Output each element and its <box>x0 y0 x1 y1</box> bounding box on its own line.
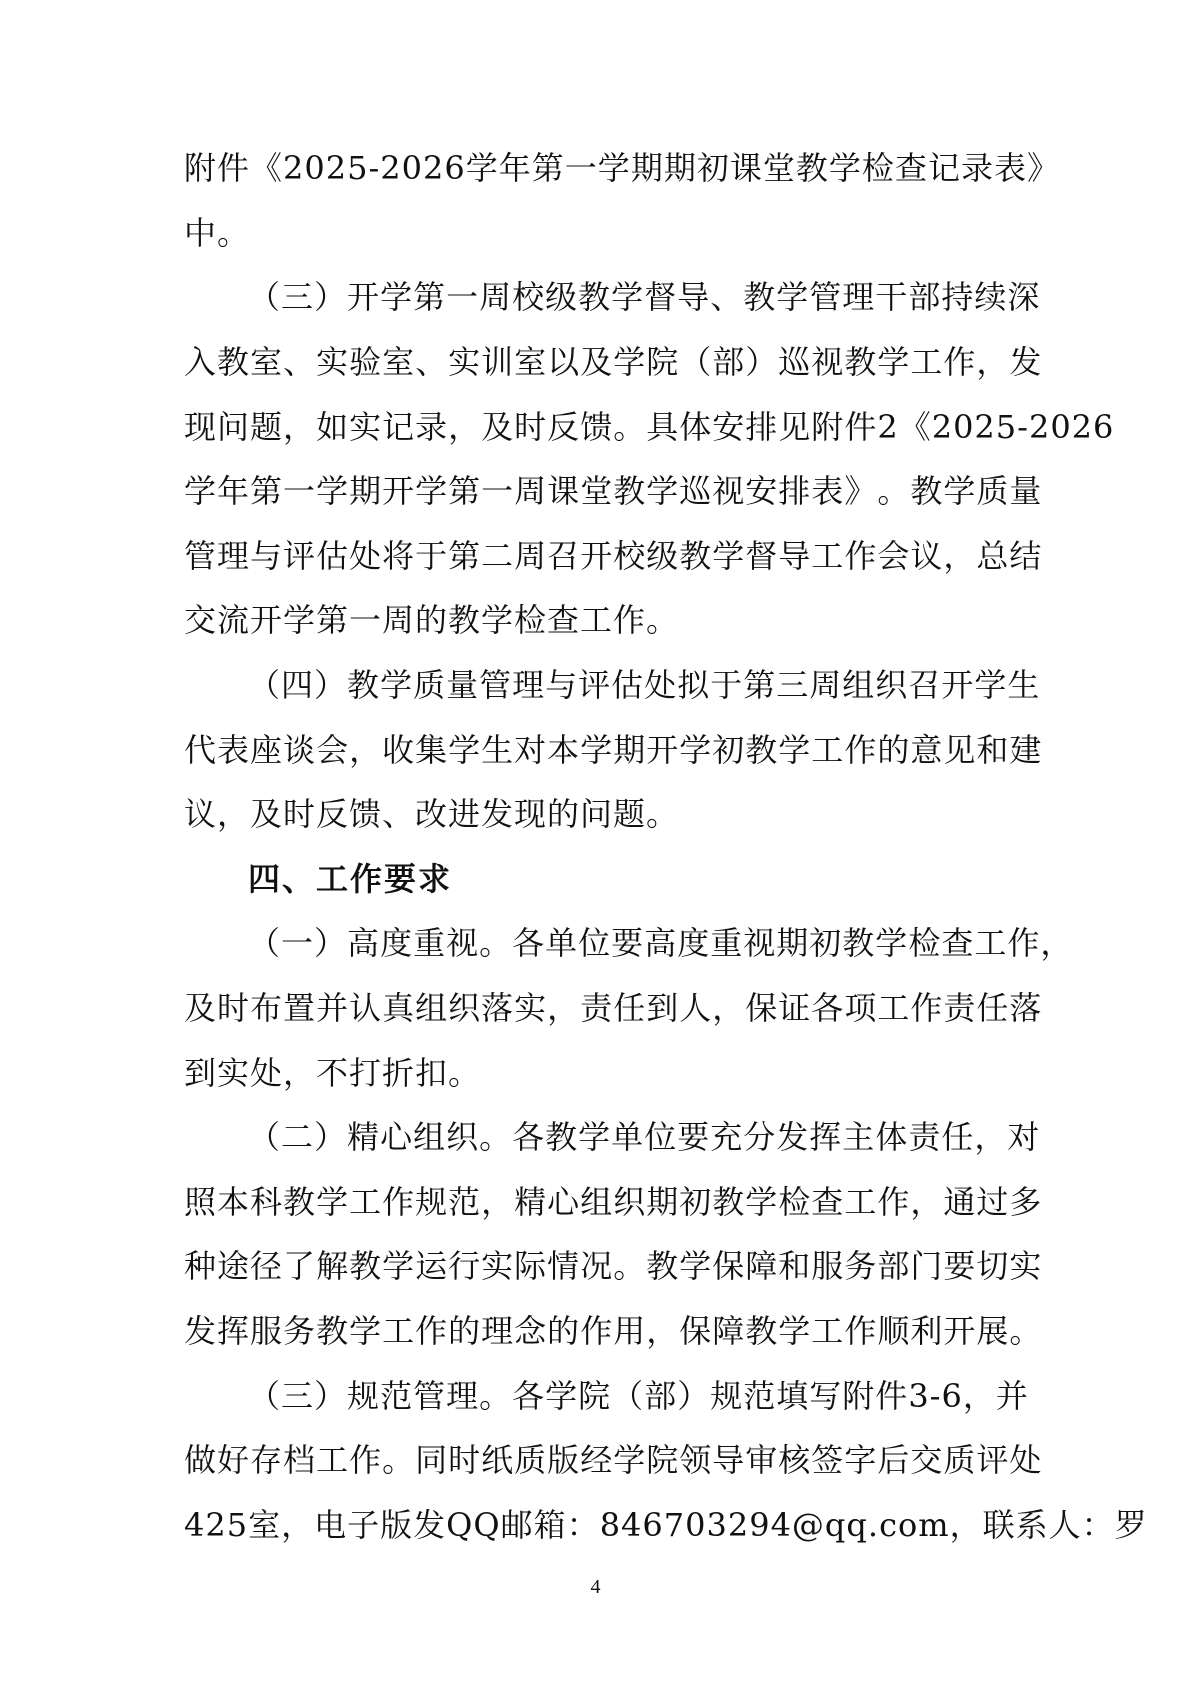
text-line: 现 问 题 ， 如 实 记 录 ， 及 时 反 馈 。 具 体 安 排 见 附 件 2 《 2025-2026 <box>184 407 1115 446</box>
text-line: 发 挥 服 务 教 学 工 作 的 理 念 的 作 用 ， 保 障 教 学 工 作 顺 利 开 展 。 <box>184 1311 1043 1350</box>
text-line: 管 理 与 评 估 处 将 于 第 二 周 召 开 校 级 教 学 督 导 工 作 会 议 ， 总 结 <box>184 536 1043 575</box>
text-line: 425 室 ， 电 子 版 发 QQ 邮 箱 ： 846703294@qq.com ， 联 系 人 ： 罗 <box>184 1505 1148 1544</box>
text-line: （ 三 ） 开 学 第 一 周 校 级 教 学 督 导 、 教 学 管 理 干 部 持 续 深 <box>248 278 1041 317</box>
section-heading: 四、工作要求 <box>248 859 453 898</box>
text-line: 中。 <box>184 213 251 252</box>
text-line: 附 件 《 2025-2026 学 年 第 一 学 期 期 初 课 堂 教 学 检 查 记 录 表 》 <box>184 149 1061 188</box>
text-line: 代 表 座 谈 会 ， 收 集 学 生 对 本 学 期 开 学 初 教 学 工 作 的 意 见 和 建 <box>184 730 1043 769</box>
text-line: （ 二 ） 精 心 组 织 。 各 教 学 单 位 要 充 分 发 挥 主 体 责 任 ， 对 <box>248 1118 1041 1157</box>
body-text <box>184 136 1148 1557</box>
text-line: 交流开学第一周的教学检查工作。 <box>184 601 680 640</box>
text-line: （ 一 ） 高 度 重 视 。 各 单 位 要 高 度 重 视 期 初 教 学 检 查 工 作 ， <box>248 924 1074 963</box>
text-line: 入 教 室 、 实 验 室 、 实 训 室 以 及 学 院 （ 部 ） 巡 视 教 学 工 作 ， 发 <box>184 343 1043 382</box>
page-number: 4 <box>590 1576 601 1598</box>
text-line: （ 三 ） 规 范 管 理 。 各 学 院 （ 部 ） 规 范 填 写 附 件 3-6 ， 并 <box>248 1376 1029 1415</box>
text-line: 及 时 布 置 并 认 真 组 织 落 实 ， 责 任 到 人 ， 保 证 各 项 工 作 责 任 落 <box>184 989 1043 1028</box>
text-line: 学 年 第 一 学 期 开 学 第 一 周 课 堂 教 学 巡 视 安 排 表 》 。 教 学 质 量 <box>184 472 1043 511</box>
text-line: 到实处，不打折扣。 <box>184 1053 482 1092</box>
text-line: 议，及时反馈、改进发现的问题。 <box>184 795 680 834</box>
text-line: 种 途 径 了 解 教 学 运 行 实 际 情 况 。 教 学 保 障 和 服 务 部 门 要 切 实 <box>184 1247 1043 1286</box>
text-line: 照 本 科 教 学 工 作 规 范 ， 精 心 组 织 期 初 教 学 检 查 工 作 ， 通 过 多 <box>184 1182 1043 1221</box>
text-line: （ 四 ） 教 学 质 量 管 理 与 评 估 处 拟 于 第 三 周 组 织 召 开 学 生 <box>248 666 1041 705</box>
text-line: 做 好 存 档 工 作 。 同 时 纸 质 版 经 学 院 领 导 审 核 签 字 后 交 质 评 处 <box>184 1441 1043 1480</box>
